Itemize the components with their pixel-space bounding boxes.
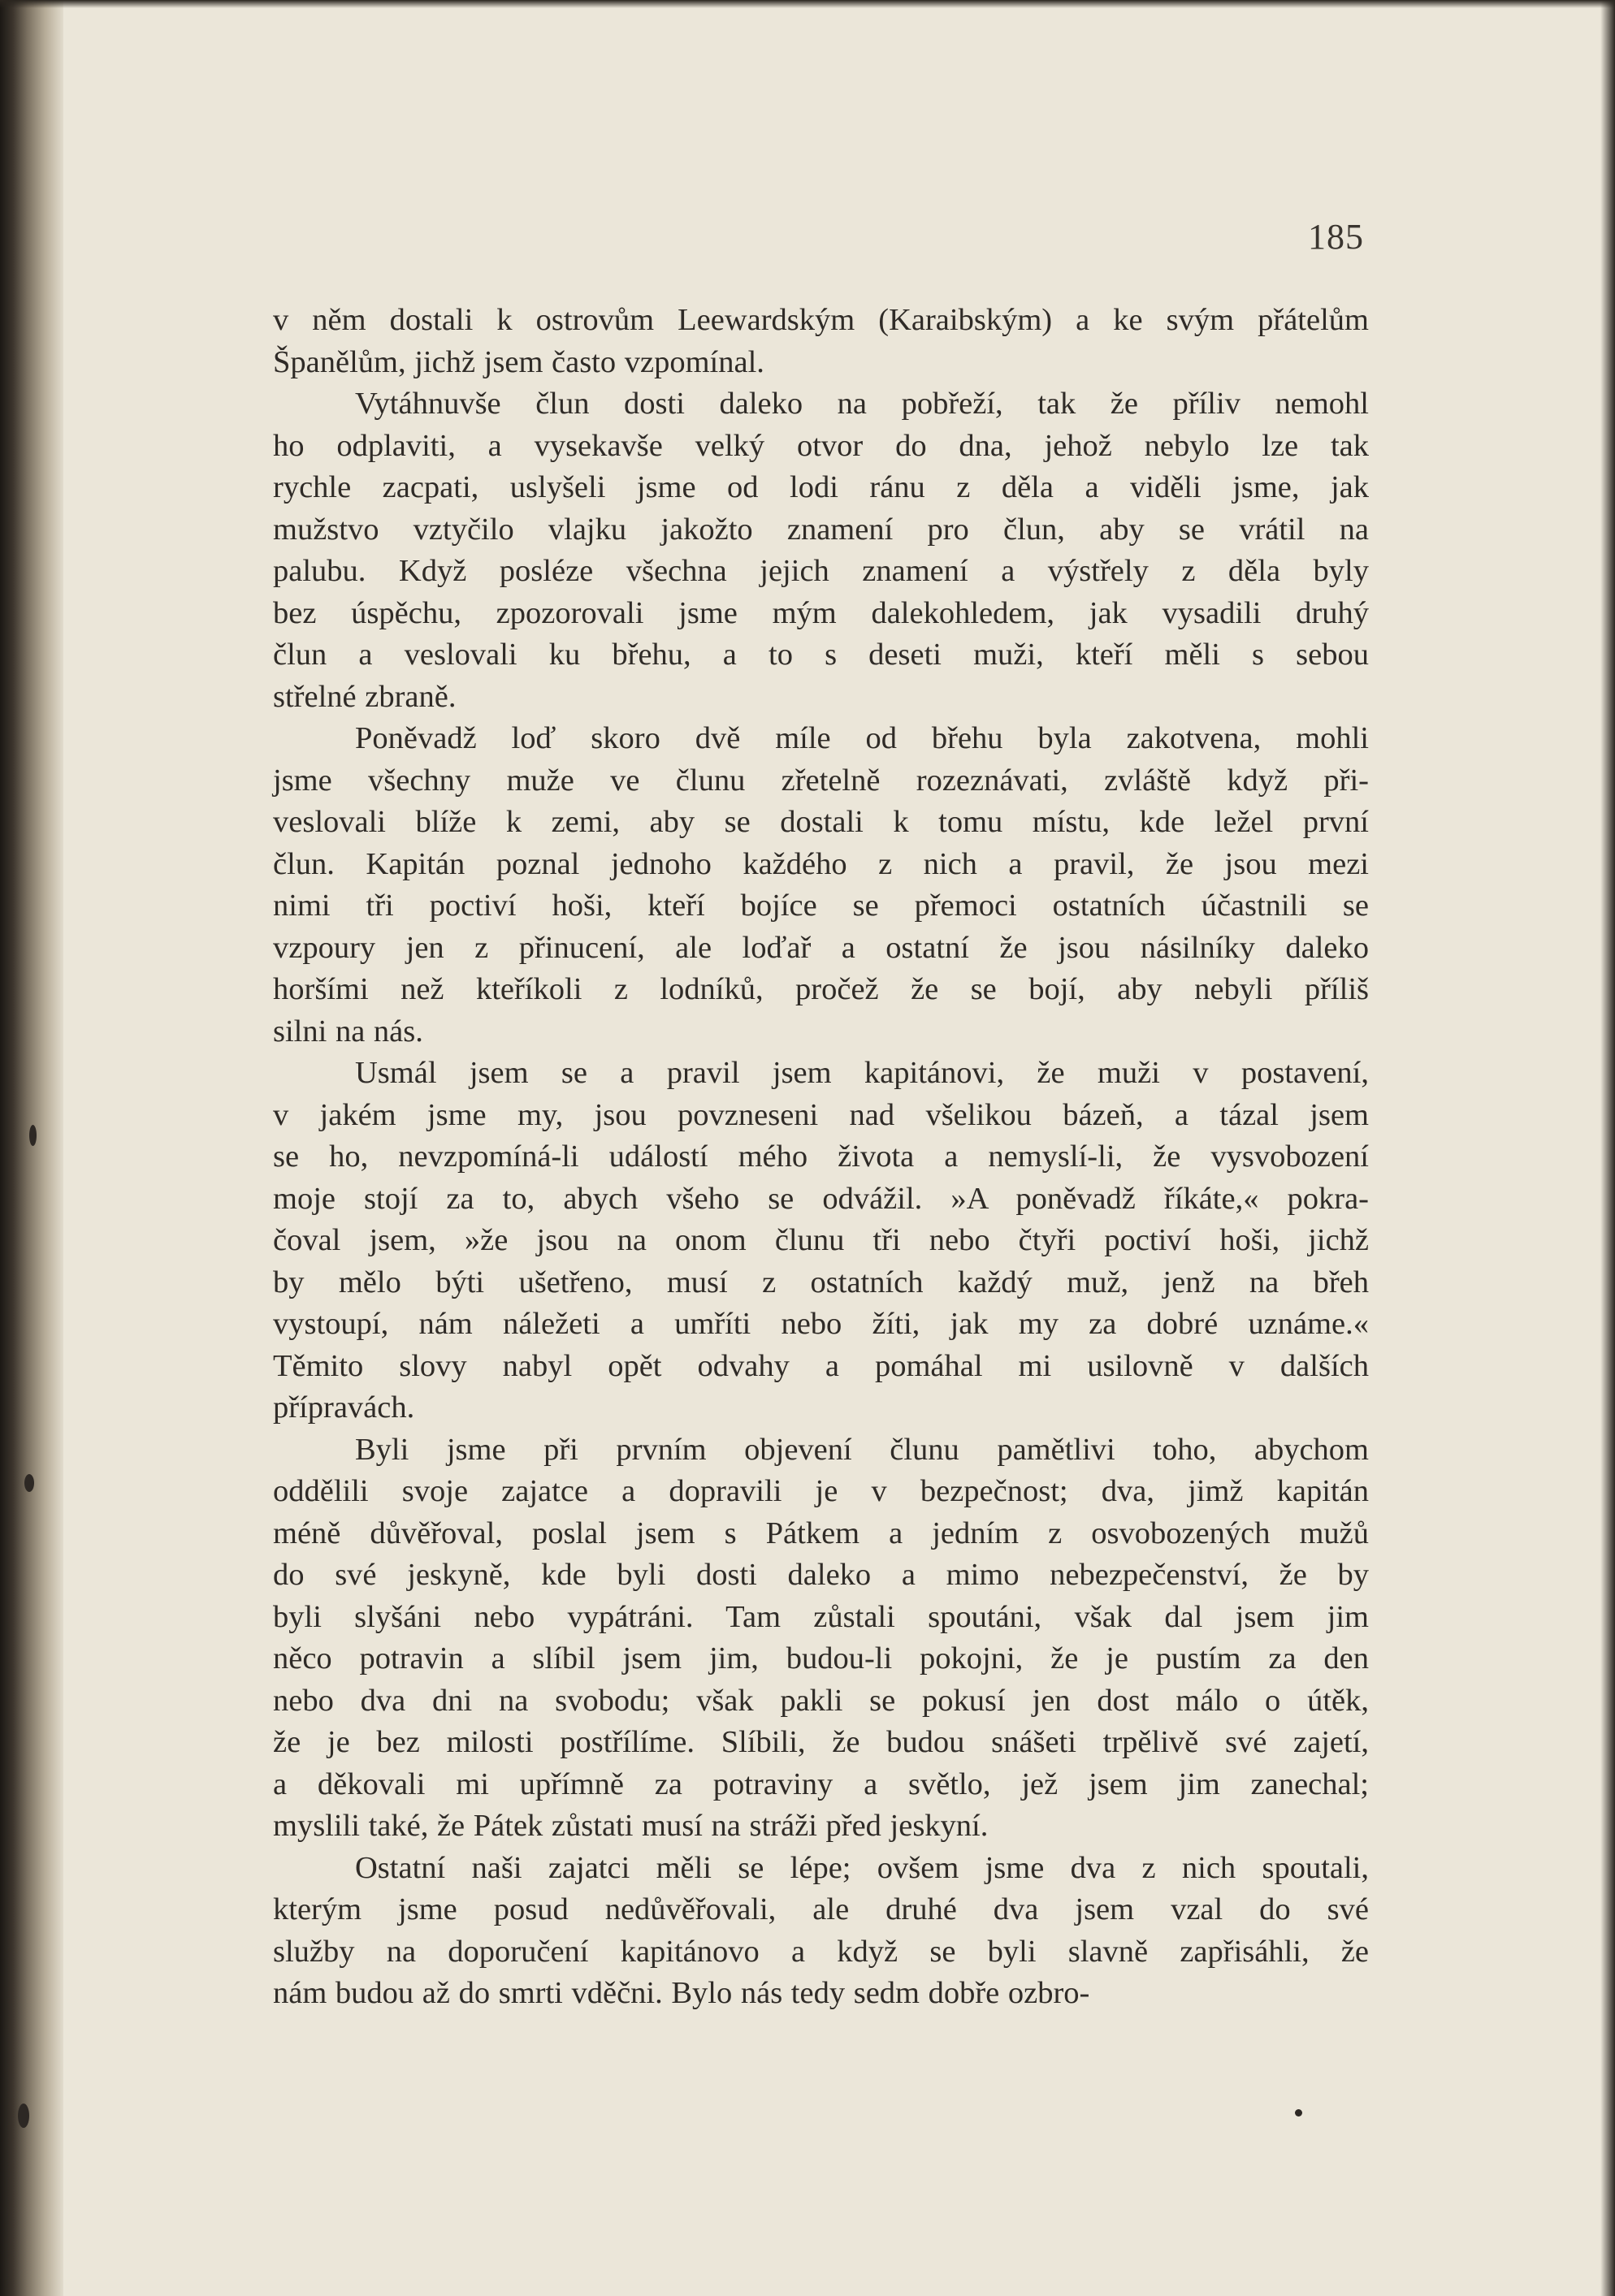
text-line: myslili také, že Pátek zůstati musí na stráži před jeskyní. (273, 1809, 989, 1843)
text-line: člun a veslovali ku břehu, a to s deseti muži, kteří měli s sebou (273, 638, 1369, 672)
text-line: člun. Kapitán poznal jednoho každého z nich a pravil, že jsou mezi (273, 846, 1369, 881)
text-line: oddělili svoje zajatce a dopravili je v bezpečnost; dva, jimž kapitán (273, 1474, 1369, 1508)
text-line: Byli jsme při prvním objevení člunu pamětlivi toho, abychom (355, 1432, 1369, 1467)
paragraph (273, 1429, 1369, 1848)
paragraph (273, 1053, 1369, 1429)
text-line: vystoupí, nám náležeti a umříti nebo žíti, jak my za dobré uznáme.« (273, 1307, 1369, 1341)
text-line: byli slyšáni nebo vypátráni. Tam zůstali spoutáni, však dal jsem jim (273, 1599, 1369, 1634)
text-line: jsme všechny muže ve člunu zřetelně rozeznávati, zvláště když při- (273, 763, 1369, 798)
text-line: se ho, nevzpomíná-li událostí mého života a nemyslí-li, že vysvobození (273, 1139, 1369, 1174)
text-line: kterým jsme posud nedůvěřovali, ale druhé dva jsem vzal do své (273, 1892, 1369, 1926)
text-line: Španělům, jichž jsem často vzpomínal. (273, 344, 764, 379)
page-right-edge (1600, 0, 1615, 2296)
text-line: přípravách. (273, 1390, 415, 1425)
text-line: nimi tři poctiví hoši, kteří bojíce se přemoci ostatních účastnili se (273, 889, 1369, 923)
page-top-edge (0, 0, 1615, 8)
text-line: vzpoury jen z přinucení, ale loďař a ostatní že jsou násilníky daleko (273, 930, 1369, 965)
text-line: Ostatní naši zajatci měli se lépe; ovšem jsme dva z nich spoutali, (355, 1850, 1369, 1885)
text-line: do své jeskyně, kde byli dosti daleko a mimo nebezpečenství, že by (273, 1558, 1369, 1592)
body-text (273, 300, 1369, 2015)
ink-speck (24, 1474, 34, 1492)
text-line: Těmito slovy nabyl opět odvahy a pomáhal mi usilovně v dalších (273, 1348, 1369, 1383)
paragraph (273, 1848, 1369, 2015)
text-line: čoval jsem, »že jsou na onom člunu tři nebo čtyři poctiví hoši, jichž (273, 1223, 1369, 1257)
text-line: služby na doporučení kapitánovo a když se byli slavně zapřisáhli, že (273, 1934, 1369, 1969)
page-number: 185 (1308, 217, 1364, 257)
text-line: Poněvadž loď skoro dvě míle od břehu byla zakotvena, mohli (355, 721, 1369, 755)
text-line: mužstvo vztyčilo vlajku jakožto znamení pro člun, aby se vrátil na (273, 512, 1369, 547)
text-line: palubu. Když posléze všechna jejich znamení a výstřely z děla byly (273, 554, 1369, 588)
text-line: bez úspěchu, zpozorovali jsme mým dalekohledem, jak vysadili druhý (273, 595, 1369, 630)
text-line: Vytáhnuvše člun dosti daleko na pobřeží, tak že příliv nemohl (355, 387, 1369, 421)
paragraph (273, 300, 1369, 383)
text-line: by mělo býti ušetřeno, musí z ostatních každý muž, jenž na břeh (273, 1265, 1369, 1299)
text-line: veslovali blíže k zemi, aby se dostali k tomu místu, kde ležel první (273, 805, 1369, 839)
text-line: a děkovali mi upřímně za potraviny a světlo, jež jsem jim zanechal; (273, 1766, 1369, 1801)
text-line: silni na nás. (273, 1014, 423, 1049)
paragraph (273, 718, 1369, 1053)
ink-speck (1295, 2109, 1302, 2117)
text-line: méně důvěřoval, poslal jsem s Pátkem a jedním z osvobozených mužů (273, 1516, 1369, 1550)
text-line: že je bez milosti postřílíme. Slíbili, že budou snášeti trpělivě své zajetí, (273, 1725, 1369, 1759)
ink-speck (18, 2104, 29, 2128)
text-line: něco potravin a slíbil jsem jim, budou-li pokojni, že je pustím za den (273, 1641, 1369, 1676)
text-line: v jakém jsme my, jsou povzneseni nad všelikou bázeň, a tázal jsem (273, 1097, 1369, 1132)
ink-speck (29, 1125, 37, 1146)
text-line: nebo dva dni na svobodu; však pakli se pokusí jen dost málo o útěk, (273, 1683, 1369, 1718)
text-line: rychle zacpati, uslyšeli jsme od lodi ránu z děla a viděli jsme, jak (273, 470, 1369, 504)
book-binding-shadow (0, 0, 63, 2296)
text-line: horšími než kteříkoli z lodníků, pročež že se bojí, aby nebyli příliš (273, 972, 1369, 1006)
paragraph (273, 383, 1369, 718)
text-line: nám budou až do smrti vděčni. Bylo nás tedy sedm dobře ozbro- (273, 1976, 1090, 2010)
text-line: moje stojí za to, abych všeho se odvážil. »A poněvadž říkáte,« pokra- (273, 1181, 1369, 1216)
text-line: ho odplaviti, a vysekavše velký otvor do dna, jehož nebylo lze tak (273, 428, 1369, 463)
text-line: v něm dostali k ostrovům Leewardským (Karaibským) a ke svým přátelům (273, 303, 1369, 337)
text-line: Usmál jsem se a pravil jsem kapitánovi, že muži v postavení, (355, 1056, 1369, 1090)
text-line: střelné zbraně. (273, 679, 457, 714)
